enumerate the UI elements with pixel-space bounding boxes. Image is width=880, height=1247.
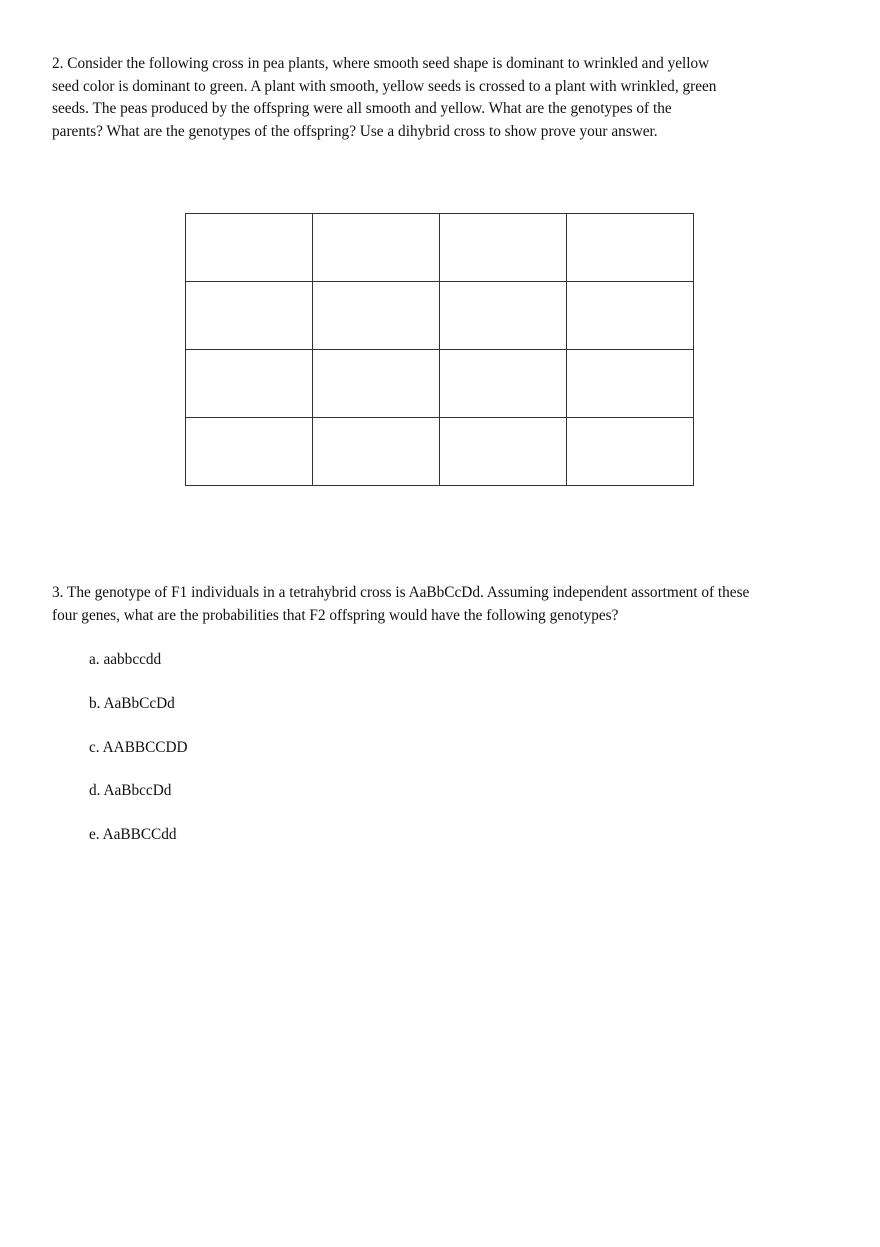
punnett-cell[interactable] (313, 350, 440, 418)
punnett-cell[interactable] (567, 350, 694, 418)
punnett-cell[interactable] (186, 350, 313, 418)
punnett-cell[interactable] (567, 282, 694, 350)
punnett-cell[interactable] (567, 214, 694, 282)
punnett-row (186, 418, 694, 486)
punnett-cell[interactable] (313, 282, 440, 350)
punnett-cell[interactable] (186, 214, 313, 282)
option-b: b. AaBbCcDd (89, 694, 175, 712)
punnett-cell[interactable] (186, 282, 313, 350)
question-2-text: 2. Consider the following cross in pea plants, where smooth seed shape is dominant to wrinkled and yellow seed color is dominant to green. A plant with smooth, yellow seeds is crossed to a plant with wrinkled, green seeds. The peas produced by the offspring were all smooth and yellow. What are the genotypes of the parents? What are the genotypes of the offspring? Use a dihybrid cross to show prove your answer. (52, 55, 717, 140)
punnett-cell[interactable] (440, 214, 567, 282)
punnett-row (186, 350, 694, 418)
option-a: a. aabbccdd (89, 651, 162, 668)
punnett-cell[interactable] (186, 418, 313, 486)
option-d: d. AaBbccDd (89, 782, 172, 800)
option-c: c. AABBCCDD (89, 738, 188, 756)
option-e: e. AaBBCCdd (89, 826, 177, 844)
punnett-cell[interactable] (567, 418, 694, 486)
punnett-cell[interactable] (440, 418, 567, 486)
punnett-row (186, 214, 694, 282)
punnett-cell[interactable] (313, 418, 440, 486)
punnett-row (186, 282, 694, 350)
punnett-cell[interactable] (440, 350, 567, 418)
question-3-options (89, 649, 188, 868)
punnett-cell[interactable] (440, 282, 567, 350)
punnett-cell[interactable] (313, 214, 440, 282)
punnett-square (185, 213, 694, 486)
question-3-text: 3. The genotype of F1 individuals in a tetrahybrid cross is AaBbCcDd. Assuming independent assortment of these four genes, what are the probabilities that F2 offspring would have the following genotypes? (52, 584, 750, 624)
